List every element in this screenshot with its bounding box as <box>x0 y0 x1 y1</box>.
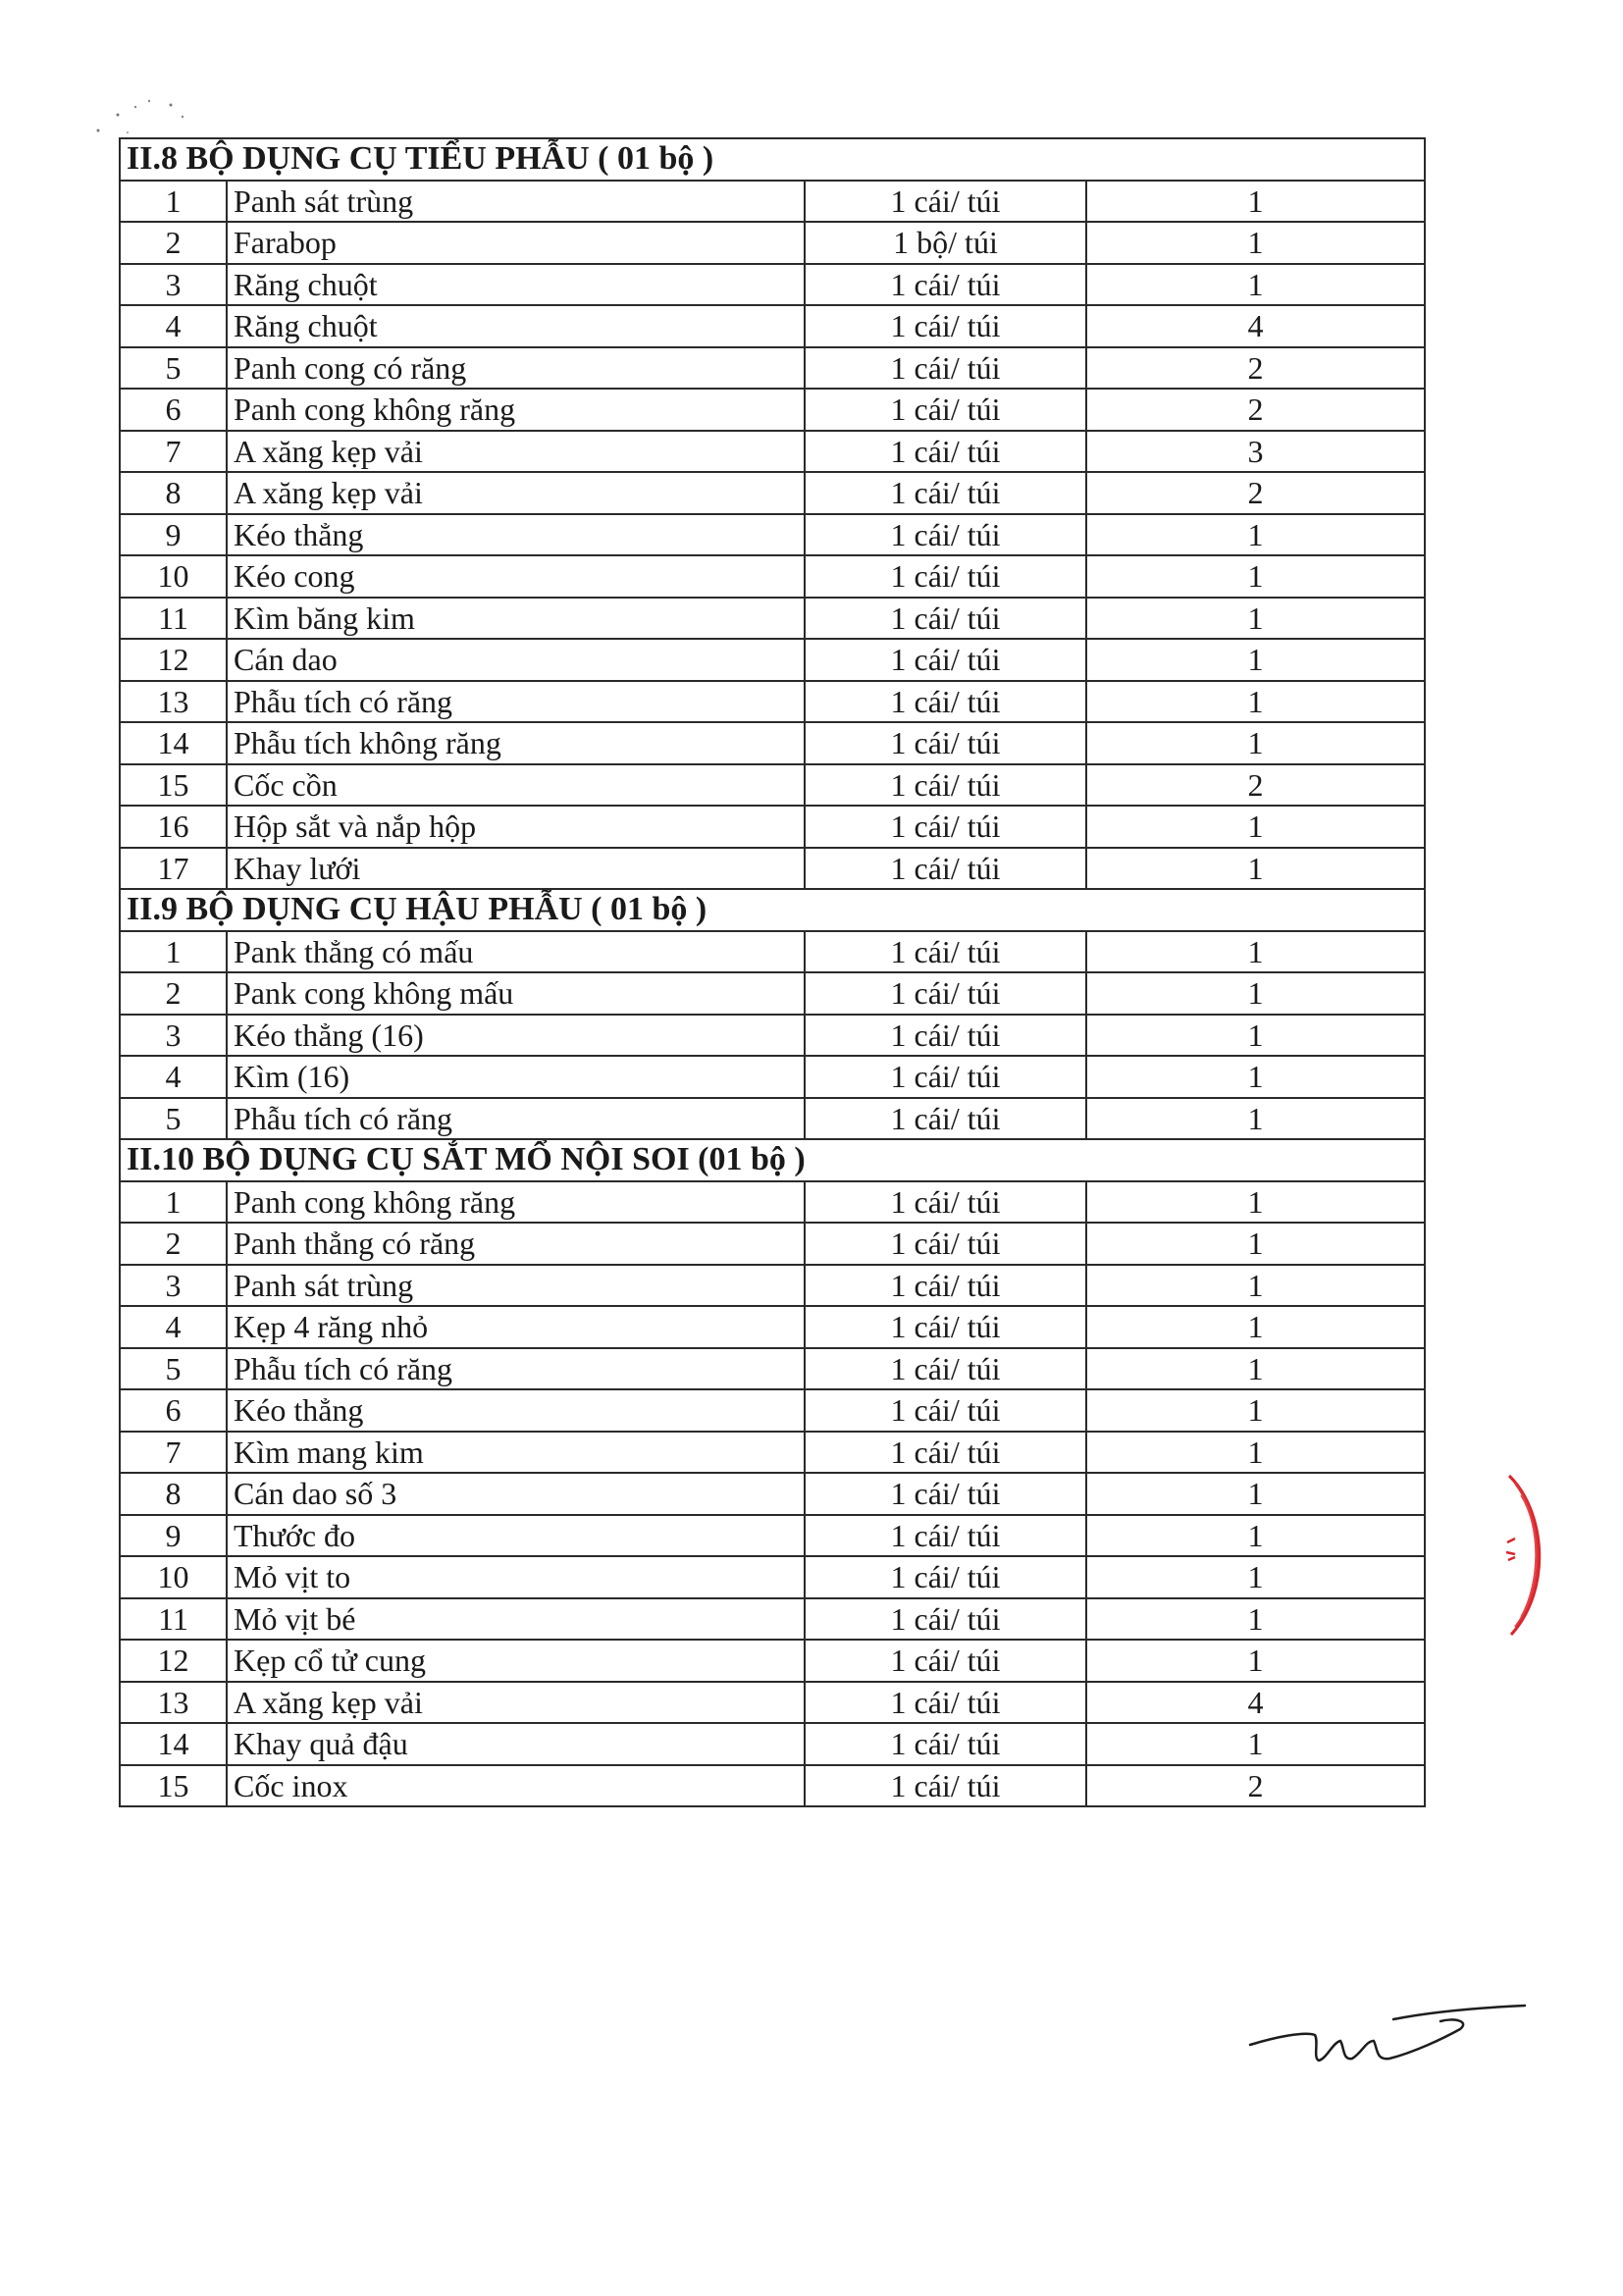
table-row <box>120 1306 1425 1348</box>
item-name: Phẫu tích không răng <box>227 722 805 764</box>
item-unit: 1 cái/ túi <box>805 1432 1086 1474</box>
scan-specks <box>88 93 216 142</box>
item-number: 3 <box>120 264 227 306</box>
item-unit: 1 cái/ túi <box>805 931 1086 973</box>
item-number: 17 <box>120 848 227 890</box>
item-unit: 1 cái/ túi <box>805 1598 1086 1641</box>
item-number: 2 <box>120 972 227 1015</box>
item-name: Kìm băng kim <box>227 598 805 640</box>
item-name: Phẫu tích có răng <box>227 681 805 723</box>
item-quantity: 1 <box>1086 514 1425 556</box>
item-name: Khay lưới <box>227 848 805 890</box>
item-unit: 1 cái/ túi <box>805 1723 1086 1765</box>
item-name: Mỏ vịt bé <box>227 1598 805 1641</box>
table-row <box>120 431 1425 473</box>
item-number: 5 <box>120 1098 227 1140</box>
item-quantity: 1 <box>1086 1223 1425 1265</box>
item-unit: 1 cái/ túi <box>805 598 1086 640</box>
item-number: 4 <box>120 1056 227 1098</box>
item-quantity: 1 <box>1086 1640 1425 1682</box>
table-row <box>120 222 1425 264</box>
item-unit: 1 cái/ túi <box>805 806 1086 848</box>
item-quantity: 1 <box>1086 848 1425 890</box>
section-title: II.9 BỘ DỤNG CỤ HẬU PHẪU ( 01 bộ ) <box>120 889 1425 931</box>
item-number: 13 <box>120 681 227 723</box>
item-quantity: 1 <box>1086 1306 1425 1348</box>
item-quantity: 1 <box>1086 1348 1425 1390</box>
item-name: Răng chuột <box>227 264 805 306</box>
item-unit: 1 cái/ túi <box>805 1765 1086 1807</box>
section-header-row <box>120 138 1425 181</box>
item-quantity: 4 <box>1086 305 1425 347</box>
item-quantity: 1 <box>1086 598 1425 640</box>
item-number: 8 <box>120 472 227 514</box>
item-quantity: 2 <box>1086 347 1425 390</box>
handwritten-signature <box>1246 2002 1531 2080</box>
item-name: Kéo thẳng <box>227 514 805 556</box>
item-name: Kìm (16) <box>227 1056 805 1098</box>
item-quantity: 1 <box>1086 1015 1425 1057</box>
item-number: 12 <box>120 639 227 681</box>
table-row <box>120 681 1425 723</box>
table-row <box>120 1015 1425 1057</box>
item-quantity: 1 <box>1086 222 1425 264</box>
table-row <box>120 598 1425 640</box>
table-row <box>120 1765 1425 1807</box>
item-number: 2 <box>120 222 227 264</box>
item-unit: 1 cái/ túi <box>805 1098 1086 1140</box>
item-name: Kéo thẳng (16) <box>227 1015 805 1057</box>
item-name: Hộp sắt và nắp hộp <box>227 806 805 848</box>
item-unit: 1 cái/ túi <box>805 431 1086 473</box>
table-row <box>120 1056 1425 1098</box>
item-unit: 1 cái/ túi <box>805 472 1086 514</box>
item-number: 4 <box>120 305 227 347</box>
table-row <box>120 1556 1425 1598</box>
table-row <box>120 1598 1425 1641</box>
item-name: A xăng kẹp vải <box>227 472 805 514</box>
equipment-inventory-sheet <box>119 137 1424 1807</box>
item-unit: 1 cái/ túi <box>805 181 1086 223</box>
item-number: 6 <box>120 1389 227 1432</box>
item-name: Panh cong không răng <box>227 389 805 431</box>
item-quantity: 1 <box>1086 1056 1425 1098</box>
item-name: Phẫu tích có răng <box>227 1348 805 1390</box>
item-unit: 1 bộ/ túi <box>805 222 1086 264</box>
item-number: 11 <box>120 598 227 640</box>
item-name: Panh cong có răng <box>227 347 805 390</box>
item-quantity: 1 <box>1086 931 1425 973</box>
item-number: 9 <box>120 514 227 556</box>
item-quantity: 1 <box>1086 722 1425 764</box>
item-name: Pank cong không mấu <box>227 972 805 1015</box>
item-unit: 1 cái/ túi <box>805 764 1086 807</box>
item-name: Kẹp cổ tử cung <box>227 1640 805 1682</box>
item-name: Kéo thẳng <box>227 1389 805 1432</box>
item-number: 7 <box>120 431 227 473</box>
item-quantity: 1 <box>1086 1389 1425 1432</box>
section-header-row <box>120 889 1425 931</box>
item-quantity: 1 <box>1086 639 1425 681</box>
item-quantity: 1 <box>1086 1598 1425 1641</box>
item-number: 11 <box>120 1598 227 1641</box>
item-quantity: 2 <box>1086 472 1425 514</box>
item-number: 5 <box>120 347 227 390</box>
item-unit: 1 cái/ túi <box>805 514 1086 556</box>
item-number: 15 <box>120 764 227 807</box>
table-row <box>120 1265 1425 1307</box>
table-row <box>120 764 1425 807</box>
item-unit: 1 cái/ túi <box>805 972 1086 1015</box>
item-unit: 1 cái/ túi <box>805 1223 1086 1265</box>
item-unit: 1 cái/ túi <box>805 1181 1086 1224</box>
table-row <box>120 514 1425 556</box>
section-header-row <box>120 1139 1425 1181</box>
item-quantity: 4 <box>1086 1682 1425 1724</box>
item-unit: 1 cái/ túi <box>805 639 1086 681</box>
item-unit: 1 cái/ túi <box>805 722 1086 764</box>
item-unit: 1 cái/ túi <box>805 1515 1086 1557</box>
item-number: 10 <box>120 555 227 598</box>
item-number: 9 <box>120 1515 227 1557</box>
table-row <box>120 1640 1425 1682</box>
item-quantity: 1 <box>1086 972 1425 1015</box>
item-number: 1 <box>120 181 227 223</box>
item-unit: 1 cái/ túi <box>805 1056 1086 1098</box>
item-name: Pank thẳng có mấu <box>227 931 805 973</box>
red-stamp-fragment <box>1501 1472 1560 1639</box>
item-quantity: 2 <box>1086 764 1425 807</box>
table-row <box>120 1432 1425 1474</box>
table-row <box>120 972 1425 1015</box>
item-name: A xăng kẹp vải <box>227 431 805 473</box>
item-name: Farabop <box>227 222 805 264</box>
table-row <box>120 931 1425 973</box>
item-unit: 1 cái/ túi <box>805 305 1086 347</box>
item-name: Panh sát trùng <box>227 181 805 223</box>
table-row <box>120 806 1425 848</box>
item-quantity: 1 <box>1086 555 1425 598</box>
section-title: II.10 BỘ DỤNG CỤ SẮT MỔ NỘI SOI (01 bộ ) <box>120 1139 1425 1181</box>
item-number: 3 <box>120 1265 227 1307</box>
table-row <box>120 472 1425 514</box>
table-row <box>120 1098 1425 1140</box>
item-name: Kẹp 4 răng nhỏ <box>227 1306 805 1348</box>
item-number: 7 <box>120 1432 227 1474</box>
item-quantity: 1 <box>1086 806 1425 848</box>
item-name: A xăng kẹp vải <box>227 1682 805 1724</box>
item-name: Panh thẳng có răng <box>227 1223 805 1265</box>
item-quantity: 1 <box>1086 1432 1425 1474</box>
item-unit: 1 cái/ túi <box>805 347 1086 390</box>
item-name: Panh sát trùng <box>227 1265 805 1307</box>
table-row <box>120 389 1425 431</box>
table-row <box>120 305 1425 347</box>
section-title: II.8 BỘ DỤNG CỤ TIỂU PHẪU ( 01 bộ ) <box>120 138 1425 181</box>
item-name: Khay quả đậu <box>227 1723 805 1765</box>
table-row <box>120 1723 1425 1765</box>
item-number: 2 <box>120 1223 227 1265</box>
table-row <box>120 639 1425 681</box>
item-quantity: 1 <box>1086 264 1425 306</box>
item-number: 6 <box>120 389 227 431</box>
item-number: 3 <box>120 1015 227 1057</box>
item-name: Kìm mang kim <box>227 1432 805 1474</box>
item-unit: 1 cái/ túi <box>805 681 1086 723</box>
item-number: 12 <box>120 1640 227 1682</box>
table-row <box>120 181 1425 223</box>
item-number: 1 <box>120 931 227 973</box>
item-quantity: 1 <box>1086 1723 1425 1765</box>
table-row <box>120 347 1425 390</box>
item-number: 8 <box>120 1473 227 1515</box>
table-row <box>120 1223 1425 1265</box>
item-number: 4 <box>120 1306 227 1348</box>
table-row <box>120 848 1425 890</box>
item-quantity: 2 <box>1086 389 1425 431</box>
item-quantity: 1 <box>1086 1181 1425 1224</box>
item-name: Cán dao số 3 <box>227 1473 805 1515</box>
item-name: Phẫu tích có răng <box>227 1098 805 1140</box>
item-unit: 1 cái/ túi <box>805 1473 1086 1515</box>
equipment-table <box>119 137 1426 1807</box>
table-row <box>120 1389 1425 1432</box>
item-name: Cán dao <box>227 639 805 681</box>
item-name: Răng chuột <box>227 305 805 347</box>
item-unit: 1 cái/ túi <box>805 1265 1086 1307</box>
item-number: 1 <box>120 1181 227 1224</box>
item-number: 14 <box>120 722 227 764</box>
item-unit: 1 cái/ túi <box>805 1306 1086 1348</box>
item-quantity: 1 <box>1086 1265 1425 1307</box>
item-quantity: 1 <box>1086 1515 1425 1557</box>
table-row <box>120 1682 1425 1724</box>
table-row <box>120 555 1425 598</box>
item-unit: 1 cái/ túi <box>805 264 1086 306</box>
item-unit: 1 cái/ túi <box>805 1556 1086 1598</box>
item-name: Mỏ vịt to <box>227 1556 805 1598</box>
item-unit: 1 cái/ túi <box>805 1348 1086 1390</box>
item-name: Cốc cồn <box>227 764 805 807</box>
item-name: Thước đo <box>227 1515 805 1557</box>
item-quantity: 3 <box>1086 431 1425 473</box>
item-quantity: 1 <box>1086 181 1425 223</box>
table-row <box>120 1181 1425 1224</box>
item-unit: 1 cái/ túi <box>805 1389 1086 1432</box>
item-quantity: 1 <box>1086 1556 1425 1598</box>
item-unit: 1 cái/ túi <box>805 1015 1086 1057</box>
item-unit: 1 cái/ túi <box>805 1640 1086 1682</box>
item-number: 10 <box>120 1556 227 1598</box>
item-number: 16 <box>120 806 227 848</box>
item-unit: 1 cái/ túi <box>805 555 1086 598</box>
table-row <box>120 1348 1425 1390</box>
item-number: 13 <box>120 1682 227 1724</box>
item-name: Panh cong không răng <box>227 1181 805 1224</box>
item-name: Cốc inox <box>227 1765 805 1807</box>
item-number: 5 <box>120 1348 227 1390</box>
item-name: Kéo cong <box>227 555 805 598</box>
item-unit: 1 cái/ túi <box>805 848 1086 890</box>
table-row <box>120 722 1425 764</box>
item-quantity: 2 <box>1086 1765 1425 1807</box>
item-unit: 1 cái/ túi <box>805 1682 1086 1724</box>
item-number: 14 <box>120 1723 227 1765</box>
item-quantity: 1 <box>1086 1473 1425 1515</box>
item-quantity: 1 <box>1086 681 1425 723</box>
table-row <box>120 1515 1425 1557</box>
table-row <box>120 1473 1425 1515</box>
item-quantity: 1 <box>1086 1098 1425 1140</box>
item-unit: 1 cái/ túi <box>805 389 1086 431</box>
item-number: 15 <box>120 1765 227 1807</box>
table-row <box>120 264 1425 306</box>
